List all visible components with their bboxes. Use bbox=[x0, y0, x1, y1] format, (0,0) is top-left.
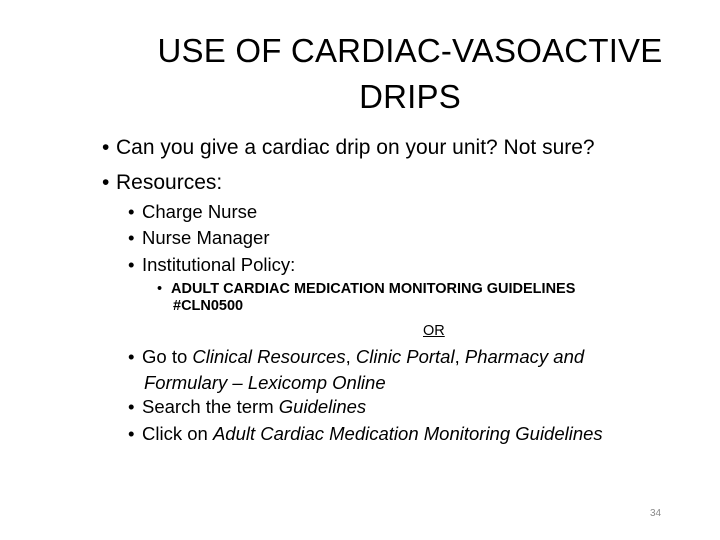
bullet-marker: • bbox=[128, 201, 135, 222]
step-text: Go to bbox=[142, 346, 193, 367]
bullet-text: Charge Nurse bbox=[142, 201, 258, 222]
title-line-1: USE OF CARDIAC-VASOACTIVE bbox=[157, 32, 663, 69]
bullet-marker: • bbox=[102, 136, 110, 159]
bullet-text: Resources: bbox=[116, 171, 223, 194]
or-divider: OR bbox=[423, 323, 445, 339]
bullet-nurse-manager bbox=[128, 225, 270, 251]
bullet-resources bbox=[102, 168, 222, 198]
bullet-charge-nurse bbox=[128, 199, 257, 225]
bullet-marker: • bbox=[128, 423, 135, 444]
bullet-marker: • bbox=[128, 227, 135, 248]
bullet-institutional-policy bbox=[128, 252, 295, 278]
step-pharmacy: Pharmacy and bbox=[464, 346, 585, 367]
step-guidelines-link: Adult Cardiac Medication Monitoring Guidelines bbox=[212, 423, 603, 444]
bullet-text: Nurse Manager bbox=[142, 227, 270, 248]
step-guidelines-term: Guidelines bbox=[278, 396, 367, 417]
bullet-marker: • bbox=[157, 281, 163, 297]
step-formulary: Formulary – Lexicomp Online bbox=[144, 372, 386, 393]
bullet-text: Institutional Policy: bbox=[142, 254, 296, 275]
policy-number: #CLN0500 bbox=[173, 298, 244, 314]
policy-reference bbox=[157, 281, 575, 315]
policy-title: ADULT CARDIAC MEDICATION MONITORING GUIDELINES bbox=[171, 281, 576, 297]
step-text: Search the term bbox=[142, 396, 279, 417]
title-line-2: DRIPS bbox=[359, 78, 461, 115]
bullet-marker: • bbox=[128, 346, 135, 367]
step-separator: , bbox=[345, 346, 356, 367]
step-search-term bbox=[128, 394, 366, 420]
bullet-text: Can you give a cardiac drip on your unit? Not sure? bbox=[116, 136, 595, 159]
bullet-unit-question bbox=[102, 133, 595, 163]
step-separator: , bbox=[454, 346, 465, 367]
step-go-to-resources bbox=[128, 344, 584, 396]
step-clinical-resources: Clinical Resources bbox=[192, 346, 346, 367]
bullet-marker: • bbox=[102, 171, 110, 194]
slide-title bbox=[100, 28, 720, 120]
bullet-marker: • bbox=[128, 396, 135, 417]
step-text: Click on bbox=[142, 423, 213, 444]
bullet-marker: • bbox=[128, 254, 135, 275]
page-number: 34 bbox=[650, 508, 662, 519]
step-click-guidelines bbox=[128, 421, 603, 447]
step-clinic-portal: Clinic Portal bbox=[355, 346, 455, 367]
step-continuation bbox=[128, 370, 584, 396]
